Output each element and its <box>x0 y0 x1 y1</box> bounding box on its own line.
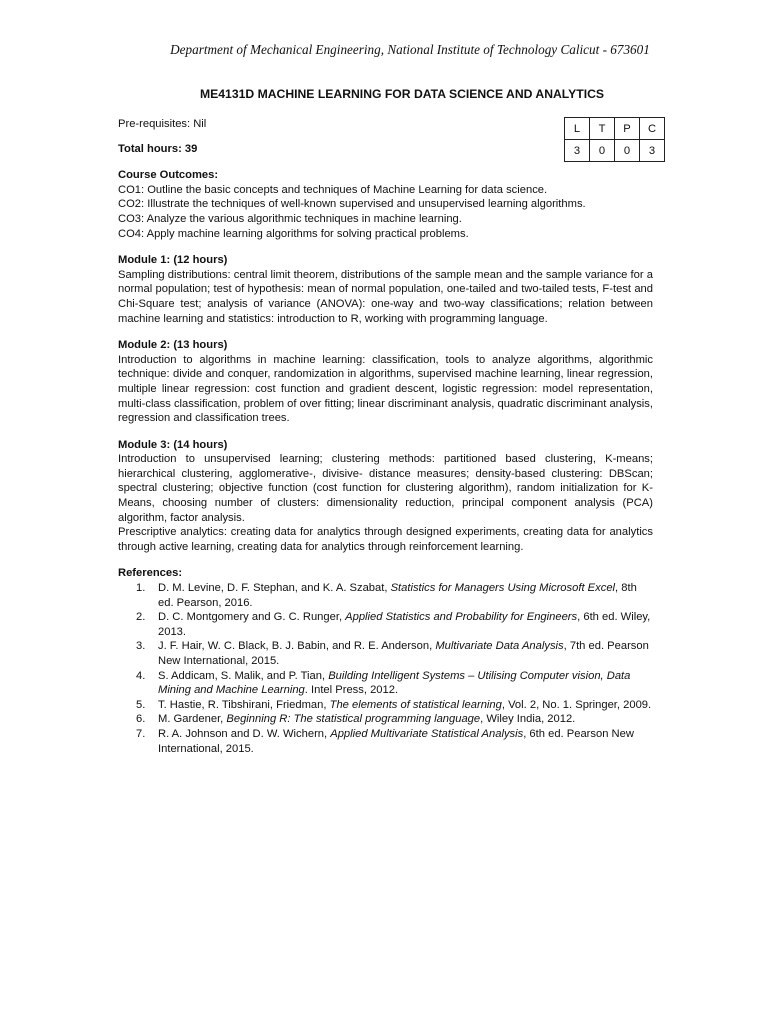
reference-details: . Intel Press, 2012. <box>304 684 399 697</box>
reference-authors: R. A. Johnson and D. W. Wichern, <box>158 727 331 740</box>
reference-number: 6. <box>136 713 146 726</box>
reference-title: Building Intelligent Systems – Utilising Computer vision, Data Mining and Machine Learning <box>158 669 631 697</box>
reference-details: , 7th ed. Pearson New International, 2015. <box>158 640 649 667</box>
reference-number: 5. <box>136 698 146 711</box>
reference-authors: S. Addicam, S. Malik, and P. Tian, <box>158 669 329 682</box>
module-text: Prescriptive analytics: creating data for analytics through designed experiments, creating data for analytics through active learning, creating data for analytics through reinforcement learning. <box>118 526 653 553</box>
reference-item <box>118 669 653 698</box>
reference-authors: J. F. Hair, W. C. Black, B. J. Babin, and R. E. Anderson, <box>158 640 436 653</box>
course-outcome-item: CO4: Apply machine learning algorithms for solving practical problems. <box>118 227 469 240</box>
module-2 <box>118 338 653 426</box>
reference-list <box>118 581 653 756</box>
reference-authors: M. Gardener, <box>158 713 227 726</box>
reference-details: , Wiley India, 2012. <box>480 713 576 726</box>
module-text: Introduction to unsupervised learning; clustering methods: partitioned based clustering, K-means; hierarchical clustering, agglomerative-, divisive- distance measures; density-based clustering: DBScan; spectral clustering; objective function (cost function for clustering algorithm), random initialization for K-Means, choosing number of clusters: dimensionality reduction, principal component analysis (PCA) algorithm, factor analysis. <box>118 453 653 524</box>
module-heading: Module 3: (14 hours) <box>118 438 228 451</box>
reference-title: Multivariate Data Analysis <box>435 640 564 653</box>
references <box>118 566 653 756</box>
ltpc-cell: 0 <box>590 140 615 162</box>
module-heading: Module 1: (12 hours) <box>118 254 228 267</box>
module-heading: Module 2: (13 hours) <box>118 339 228 352</box>
reference-item <box>118 727 653 756</box>
reference-item <box>118 712 653 727</box>
course-title: ME4131D MACHINE LEARNING FOR DATA SCIENCE AND ANALYTICS <box>199 87 605 101</box>
reference-item <box>118 610 653 639</box>
course-outcome-item: CO1: Outline the basic concepts and techniques of Machine Learning for data science. <box>118 183 548 196</box>
reference-details: , 6th ed. Wiley, 2013. <box>158 611 651 638</box>
reference-title: Beginning R: The statistical programming language <box>226 713 481 726</box>
module-text: Sampling distributions: central limit theorem, distributions of the sample mean and the sample variance for a normal population; test of hypothesis: mean of normal population, one-tailed and two-tailed tests, F-test and Chi-Square test; analysis of variance (ANOVA): one-way and two-way classifications; relation between machine learning and statistics: introduction to R, working with programming language. <box>118 268 653 325</box>
course-outcomes-heading: Course Outcomes: <box>118 169 219 182</box>
reference-number: 1. <box>136 582 146 595</box>
course-outcome-item: CO2: Illustrate the techniques of well-known supervised and unsupervised learning algorithms. <box>118 198 586 211</box>
department-header: Department of Mechanical Engineering, National Institute of Technology Calicut - 673601 <box>170 42 650 57</box>
module-text: Introduction to algorithms in machine learning: classification, tools to analyze algorithms, algorithmic technique: divide and conquer, randomization in algorithms, supervised machine learning, linear regression, multiple linear regression: cost function and gradient descent, logistic regression: model representation, multi-class classification, problem of over fitting; linear discriminant analysis, quadratic discriminant analysis, regression and classification trees. <box>118 353 653 425</box>
document-body <box>118 117 653 756</box>
reference-item <box>118 581 653 610</box>
ltpc-cell: C <box>640 118 665 140</box>
ltpc-cell: 3 <box>565 140 590 162</box>
reference-number: 7. <box>136 727 146 740</box>
reference-title: Applied Multivariate Statistical Analysis <box>330 727 524 740</box>
reference-title: The elements of statistical learning <box>329 698 502 711</box>
reference-authors: D. M. Levine, D. F. Stephan, and K. A. Szabat, <box>158 582 391 595</box>
reference-authors: D. C. Montgomery and G. C. Runger, <box>158 611 346 624</box>
ltpc-cell: L <box>565 118 590 140</box>
reference-authors: T. Hastie, R. Tibshirani, Friedman, <box>158 698 330 711</box>
reference-title: Statistics for Managers Using Microsoft Excel <box>390 582 616 595</box>
course-outcome-item: CO3: Analyze the various algorithmic techniques in machine learning. <box>118 212 462 225</box>
reference-number: 2. <box>136 611 146 624</box>
references-heading: References: <box>118 567 183 580</box>
prerequisites: Pre-requisites: Nil <box>118 118 207 130</box>
reference-number: 4. <box>136 669 146 682</box>
ltpc-cell: P <box>615 118 640 140</box>
reference-details: , 8th ed. Pearson, 2016. <box>158 582 637 609</box>
ltpc-cell: 3 <box>640 140 665 162</box>
reference-title: Applied Statistics and Probability for Engineers <box>345 611 578 624</box>
total-hours: Total hours: 39 <box>118 142 198 155</box>
module-3 <box>118 438 653 555</box>
reference-number: 3. <box>136 640 146 653</box>
ltpc-cell: 0 <box>615 140 640 162</box>
course-outcomes <box>118 168 653 241</box>
reference-details: , Vol. 2, No. 1. Springer, 2009. <box>501 698 652 711</box>
reference-item <box>118 698 653 713</box>
ltpc-cell: T <box>590 118 615 140</box>
module-1 <box>118 253 653 326</box>
reference-details: , 6th ed. Pearson New International, 2015. <box>158 727 634 755</box>
reference-item <box>118 639 653 668</box>
